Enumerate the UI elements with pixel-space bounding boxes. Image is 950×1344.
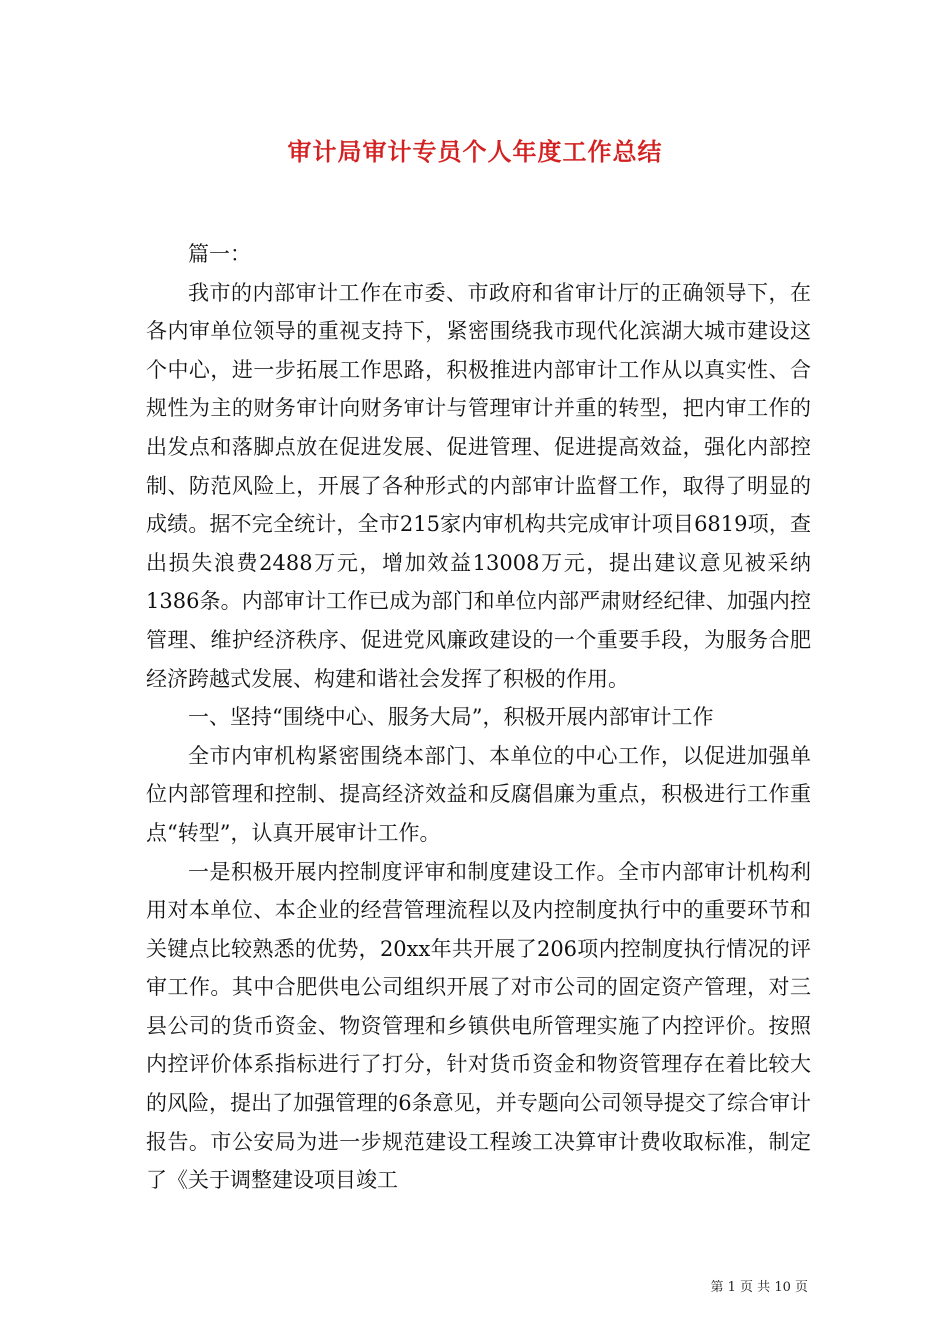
paragraph-internal-control: 一是积极开展内控制度评审和制度建设工作。全市内部审计机构利用对本单位、本企业的经营管理流程以及内控制度执行中的重要环节和关键点比较熟悉的优势，20xx年共开展了206项内控制度执行情况的评审工作。其中合肥供电公司组织开展了对市公司的固定资产管理，对三县公司的货币资金、物资管理和乡镇供电所管理实施了内控评价。按照内控评价体系指标进行了打分，针对货币资金和物资管理存在着比较大的风险，提出了加强管理的6条意见，并专题向公司领导提交了综合审计报告。市公安局为进一步规范建设工程竣工决算审计费收取标准，制定了《关于调整建设项目竣工 bbox=[146, 859, 811, 1193]
section-label: 篇一： bbox=[188, 242, 251, 266]
section-heading: 一、坚持“围绕中心、服务大局”，积极开展内部审计工作 bbox=[188, 705, 714, 730]
document-title: 审计局审计专员个人年度工作总结 bbox=[287, 137, 663, 166]
page-number: 第 1 页 共 10 页 bbox=[710, 1280, 808, 1295]
paragraph-overview: 全市内审机构紧密围绕本部门、本单位的中心工作，以促进加强单位内部管理和控制、提高经济效益和反腐倡廉为重点，积极进行工作重点“转型”，认真开展审计工作。 bbox=[146, 743, 811, 845]
document-body bbox=[146, 235, 811, 1200]
paragraph-intro: 我市的内部审计工作在市委、市政府和省审计厅的正确领导下，在各内审单位领导的重视支持下，紧密围绕我市现代化滨湖大城市建设这个中心，进一步拓展工作思路，积极推进内部审计工作从以真实性、合规性为主的财务审计向财务审计与管理审计并重的转型，把内审工作的出发点和落脚点放在促进发展、促进管理、促进提高效益，强化内部控制、防范风险上，开展了各种形式的内部审计监督工作，取得了明显的成绩。据不完全统计，全市215家内审机构共完成审计项目6819项，查出损失浪费2488万元，增加效益13008万元，提出建议意见被采纳1386条。内部审计工作已成为部门和单位内部严肃财经纪律、加强内控管理、维护经济秩序、促进党风廉政建设的一个重要手段，为服务合肥经济跨越式发展、构建和谐社会发挥了积极的作用。 bbox=[146, 280, 811, 691]
